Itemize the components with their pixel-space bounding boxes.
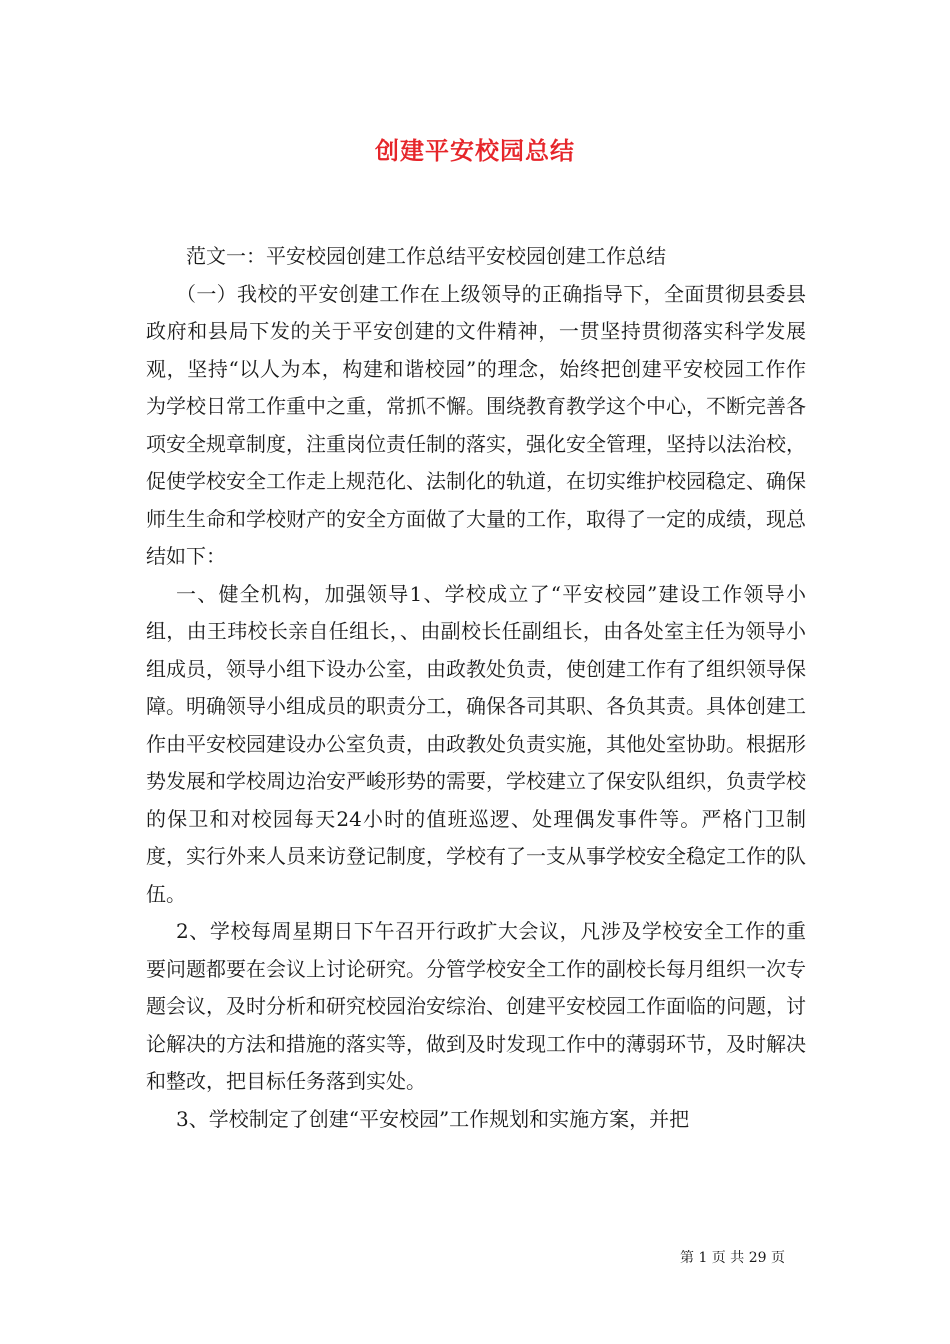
document-body [146, 238, 806, 1138]
paragraph-intro: （一）我校的平安创建工作在上级领导的正确指导下，全面贯彻县委县政府和县局下发的关于平安创建的文件精神，一贯坚持贯彻落实科学发展观，坚持“以人为本，构建和谐校园”的理念，始终把创建平安校园工作作为学校日常工作重中之重，常抓不懈。围绕教育教学这个中心，不断完善各项安全规章制度，注重岗位责任制的落实，强化安全管理，坚持以法治校，促使学校安全工作走上规范化、法制化的轨道，在切实维护校园稳定、确保师生生命和学校财产的安全方面做了大量的工作，取得了一定的成绩，现总结如下： [146, 281, 806, 568]
page-number: 第 1 页 共 29 页 [680, 1250, 785, 1266]
paragraph-heading: 范文一：平安校园创建工作总结平安校园创建工作总结 [186, 244, 666, 268]
paragraph-section-1: 一、健全机构，加强领导1、学校成立了“平安校园”建设工作领导小组，由王玮校长亲自任组长，、由副校长任副组长，由各处室主任为领导小组成员，领导小组下设办公室，由政教处负责，使创建工作有了组织领导保障。明确领导小组成员的职责分工，确保各司其职、各负其责。具体创建工作由平安校园建设办公室负责，由政教处负责实施，其他处室协助。根据形势发展和学校周边治安严峻形势的需要，学校建立了保安队组织，负责学校的保卫和对校园每天24小时的值班巡逻、处理偶发事件等。严格门卫制度，实行外来人员来访登记制度，学校有了一支从事学校安全稳定工作的队伍。 [146, 581, 806, 906]
paragraph-section-3: 3、学校制定了创建“平安校园”工作规划和实施方案，并把 [176, 1106, 690, 1131]
paragraph-section-2: 2、学校每周星期日下午召开行政扩大会议，凡涉及学校安全工作的重要问题都要在会议上讨论研究。分管学校安全工作的副校长每月组织一次专题会议，及时分析和研究校园治安综治、创建平安校园工作面临的问题，讨论解决的方法和措施的落实等，做到及时发现工作中的薄弱环节，及时解决和整改，把目标任务落到实处。 [146, 919, 806, 1093]
document-title: 创建平安校园总结 [375, 136, 575, 165]
